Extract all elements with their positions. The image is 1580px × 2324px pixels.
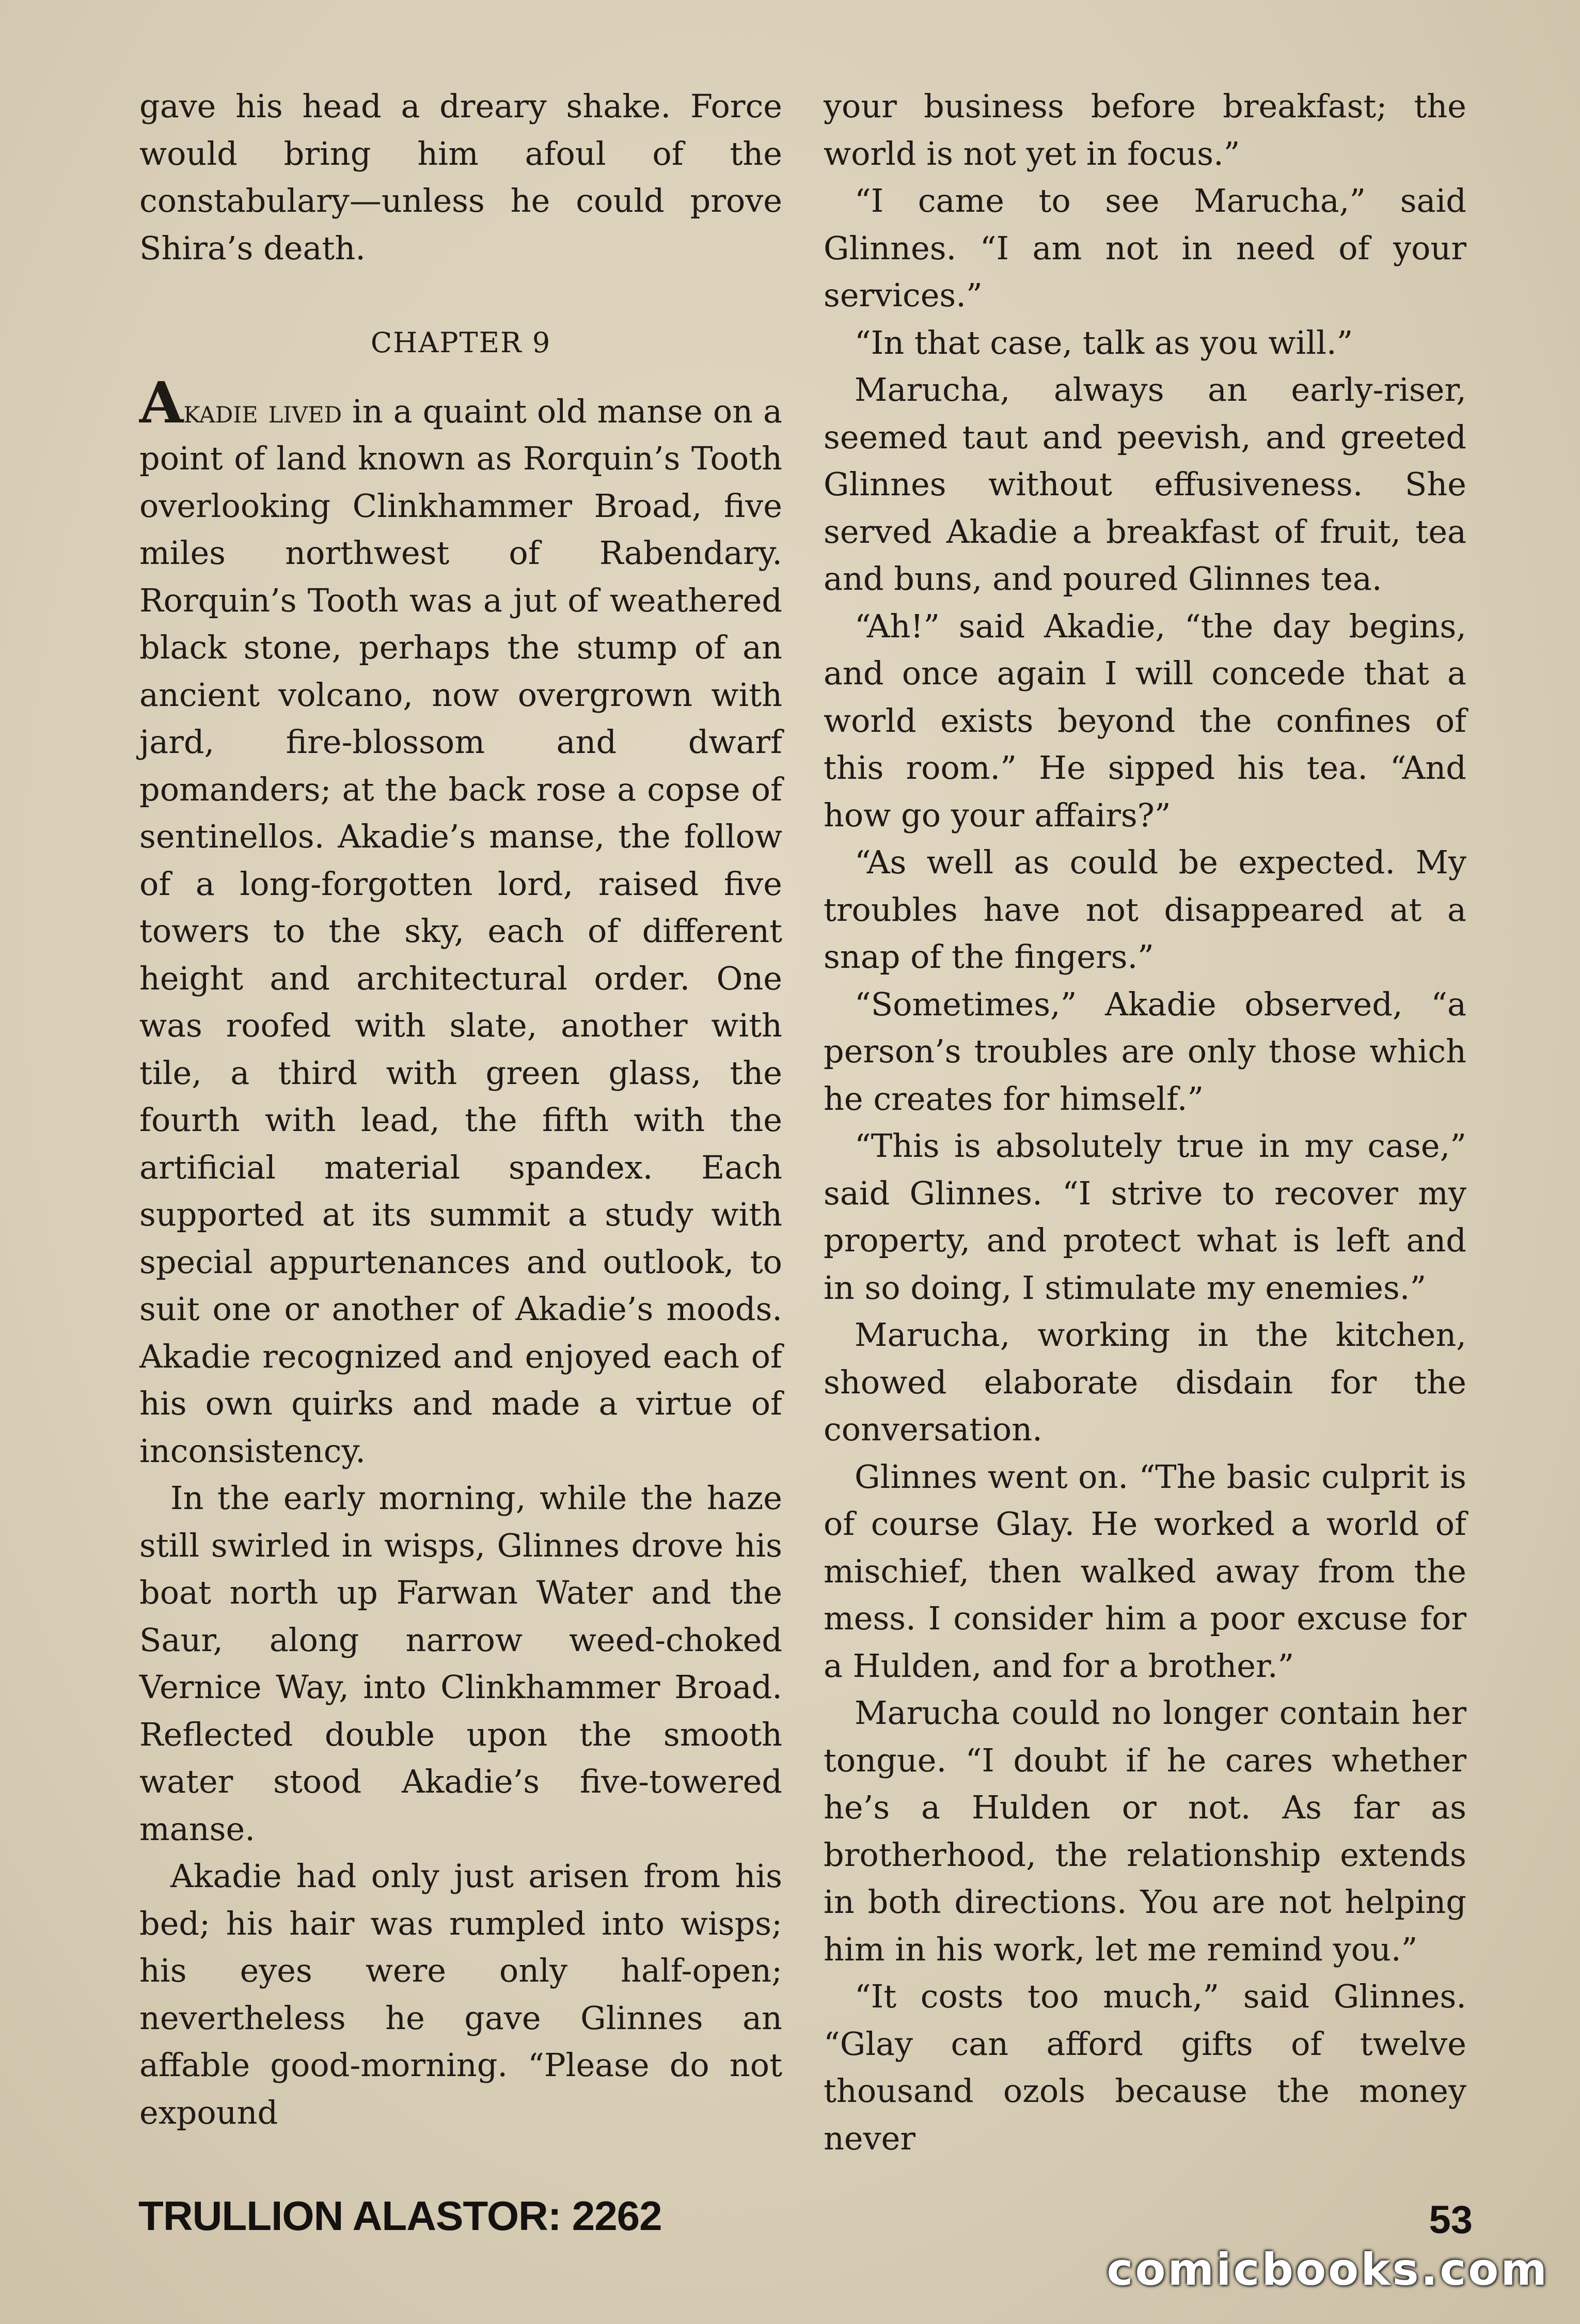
- chapter-heading: CHAPTER 9: [370, 326, 551, 359]
- paragraph: “Ah!” said Akadie, “the day begins, and once again I will concede that a world exists beyond the confines of this room.” He sipped his tea. “And how go your affairs?”: [824, 607, 1466, 834]
- paragraph: “It costs too much,” said Glinnes. “Glay can afford gifts of twelve thousand ozols because the money never: [824, 1977, 1466, 2157]
- paragraph: “This is absolutely true in my case,” said Glinnes. “I strive to recover my property, and protect what is left and in so doing, I stimulate my enemies.”: [824, 1127, 1466, 1307]
- paragraph: gave his head a dreary shake. Force would bring him afoul of the constabulary—unless he could prove Shira’s death.: [139, 87, 782, 267]
- running-footer-title: TRULLION ALASTOR: 2262: [138, 2193, 662, 2239]
- paragraph: Akadie had only just arisen from his bed; his hair was rumpled into wisps; his eyes were only half-open; nevertheless he gave Glinnes an affable good-morning. “Please do not expound: [139, 1857, 782, 2131]
- drop-cap: A: [139, 369, 184, 436]
- paragraph: Marucha could no longer contain her tongue. “I doubt if he cares whether he’s a Hulden or not. As far as brotherhood, the relationship extends in both directions. You are not helping him in his work, let me remind you.”: [824, 1694, 1466, 1968]
- paragraph: Marucha, working in the kitchen, showed elaborate disdain for the conversation.: [824, 1316, 1466, 1448]
- paragraph: In the early morning, while the haze still swirled in wisps, Glinnes drove his boat north up Farwan Water and the Saur, along narrow weed-choked Vernice Way, into Clinkhammer Broad. Reflected double upon the smooth water stood Akadie’s five-towered manse.: [139, 1479, 782, 1848]
- paragraph: “Sometimes,” Akadie observed, “a person’s troubles are only those which he creates for himself.”: [824, 985, 1466, 1118]
- text-column-left: [139, 83, 782, 2136]
- chapter-opening-paragraph: [139, 369, 782, 1475]
- paragraph: “As well as could be expected. My troubles have not disappeared at a snap of the fingers.”: [824, 843, 1466, 976]
- watermark: comicbooks.com: [1107, 2244, 1549, 2296]
- text-column-right: [824, 83, 1466, 2162]
- paragraph: your business before breakfast; the world is not yet in focus.”: [824, 87, 1466, 172]
- paragraph: Glinnes went on. “The basic culprit is of course Glay. He worked a world of mischief, then walked away from the mess. I consider him a poor excuse for a Hulden, and for a brother.”: [824, 1457, 1466, 1685]
- page-number: 53: [1429, 2198, 1473, 2242]
- paragraph: “I came to see Marucha,” said Glinnes. “I am not in need of your services.”: [824, 182, 1466, 314]
- small-caps-lead: kadie lived: [183, 392, 342, 430]
- paragraph: “In that case, talk as you will.”: [855, 323, 1353, 362]
- paragraph: Marucha, always an early-riser, seemed taut and peevish, and greeted Glinnes without effusiveness. She served Akadie a breakfast of fruit, tea and buns, and poured Glinnes tea.: [824, 371, 1466, 598]
- paragraph-text: in a quaint old manse on a point of land known as Rorquin’s Tooth overlooking Clinkhammer Broad, five miles northwest of Rabendary. Rorquin’s Tooth was a jut of weathered black stone, perhaps the stump of an ancient volcano, now overgrown with jard, fire-blossom and dwarf pomanders; at the back rose a copse of sentinellos. Akadie’s manse, the follow of a long-forgotten lord, raised five towers to the sky, each of different height and architectural order. One was roofed with slate, another with tile, a third with green glass, the fourth with lead, the fifth with the artificial material spandex. Each supported at its summit a study with special appurtenances and outlook, to suit one or another of Akadie’s moods. Akadie recognized and enjoyed each of his own quirks and made a virtue of inconsistency.: [139, 392, 782, 1470]
